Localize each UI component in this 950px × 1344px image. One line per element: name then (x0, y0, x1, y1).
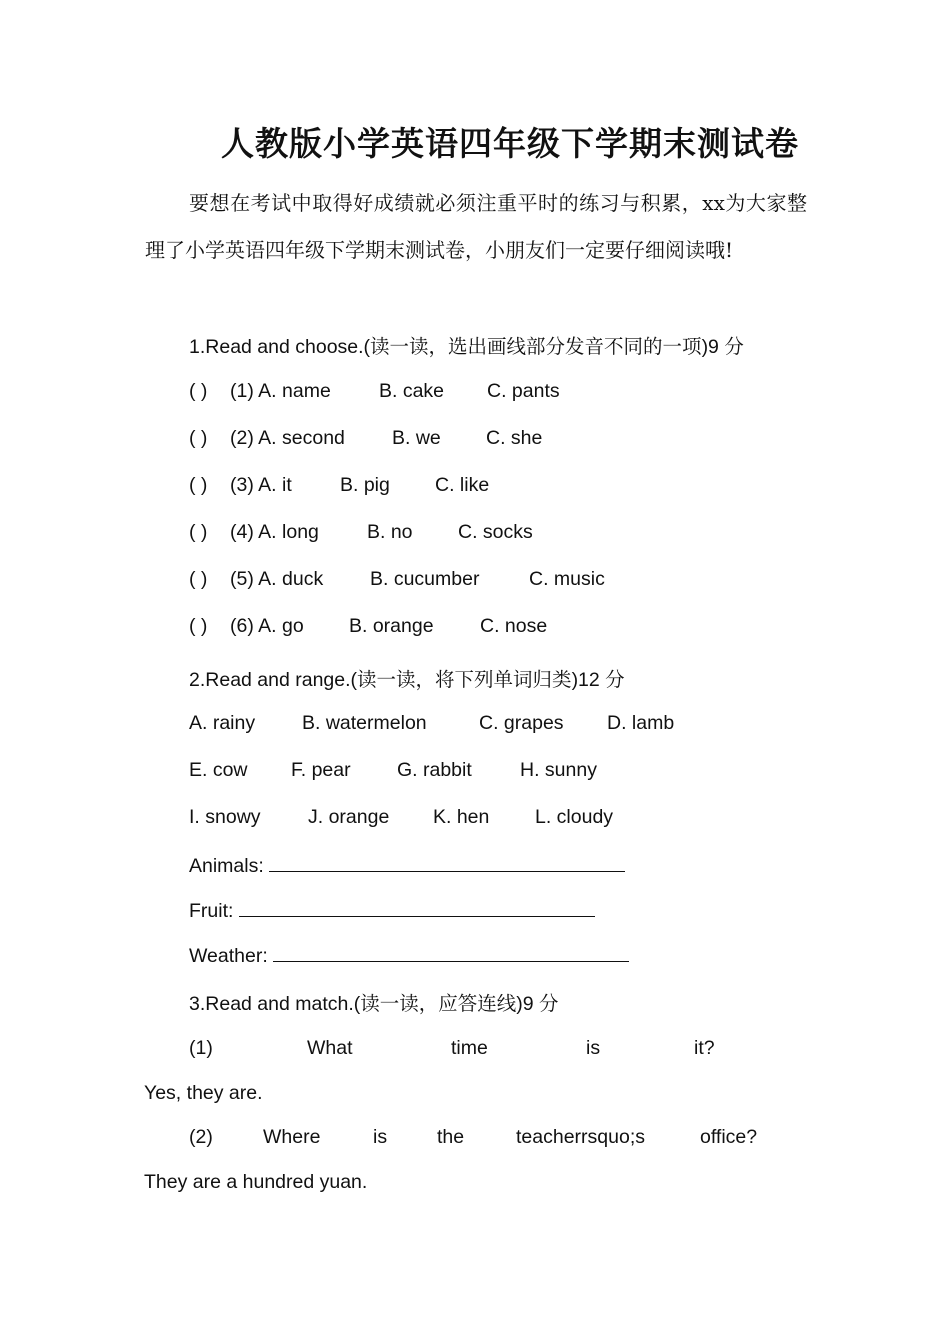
section2-heading-en: 2.Read and range.( (189, 669, 358, 691)
animals-blank[interactable] (269, 853, 625, 872)
section3-heading (189, 988, 559, 1016)
answer-paren[interactable]: ( ) (189, 615, 208, 637)
match-q2-word: (2) (189, 1126, 213, 1148)
option-c: C. pants (487, 380, 560, 402)
option-a: (2) A. second (230, 427, 345, 449)
match-a2: They are a hundred yuan. (144, 1171, 368, 1193)
intro-paragraph: 要想在考试中取得好成绩就必须注重平时的练习与积累，xx为大家整理了小学英语四年级下学期末测试卷，小朋友们一定要仔细阅读哦! (145, 191, 807, 262)
option-c: C. music (529, 568, 605, 590)
option-b: B. we (392, 427, 441, 449)
weather-blank[interactable] (273, 943, 629, 962)
word-option: G. rabbit (397, 759, 472, 781)
page-title: 人教版小学英语四年级下学期末测试卷 (221, 124, 799, 163)
section3-heading-tail: )9 分 (516, 993, 559, 1015)
match-q1-word: is (586, 1037, 601, 1059)
word-option: E. cow (189, 759, 248, 781)
answer-paren[interactable]: ( ) (189, 474, 208, 496)
option-b: B. pig (340, 474, 390, 496)
option-a: (3) A. it (230, 474, 292, 496)
word-option: L. cloudy (535, 806, 614, 828)
match-q2-word: office? (700, 1126, 758, 1148)
section3-heading-en: 3.Read and match.( (189, 993, 361, 1015)
option-b: B. no (367, 521, 413, 543)
word-option: K. hen (433, 806, 490, 828)
section1-heading-en: 1.Read and choose.( (189, 336, 371, 358)
answer-paren[interactable]: ( ) (189, 380, 208, 402)
word-option: F. pear (291, 759, 351, 781)
option-b: B. cucumber (370, 568, 480, 590)
section1-heading-tail: )9 分 (701, 336, 744, 358)
option-c: C. she (486, 427, 543, 449)
match-q2-word: teacherrsquo;s (516, 1126, 645, 1148)
section3-heading-cn: 读一读，应答连线 (360, 992, 517, 1015)
match-q1-word: What (307, 1037, 353, 1059)
section1-heading (189, 331, 744, 359)
option-b: B. orange (349, 615, 434, 637)
section1-heading-cn: 读一读，选出画线部分发音不同的一项 (370, 335, 702, 358)
option-c: C. like (435, 474, 490, 496)
word-option: J. orange (308, 806, 390, 828)
fruit-label: Fruit: (189, 900, 239, 922)
fruit-answer-line (189, 898, 595, 923)
word-option: D. lamb (607, 712, 675, 734)
section2-heading-cn: 读一读，将下列单词归类 (357, 668, 572, 691)
fruit-blank[interactable] (239, 898, 595, 917)
section2-heading (189, 664, 625, 692)
animals-answer-line (189, 853, 625, 878)
match-q1-word: time (451, 1037, 488, 1059)
option-a: (4) A. long (230, 521, 319, 543)
word-option: I. snowy (189, 806, 261, 828)
option-a: (6) A. go (230, 615, 304, 637)
answer-paren[interactable]: ( ) (189, 568, 208, 590)
match-q1-word: (1) (189, 1037, 213, 1059)
match-q2-word: is (373, 1126, 388, 1148)
option-a: (1) A. name (230, 380, 331, 402)
weather-answer-line (189, 943, 629, 968)
word-option: B. watermelon (302, 712, 427, 734)
match-a1: Yes, they are. (144, 1082, 263, 1104)
option-a: (5) A. duck (230, 568, 324, 590)
match-q2-word: Where (263, 1126, 321, 1148)
answer-paren[interactable]: ( ) (189, 427, 208, 449)
section2-heading-tail: )12 分 (571, 669, 625, 691)
option-c: C. nose (480, 615, 548, 637)
animals-label: Animals: (189, 855, 270, 877)
option-c: C. socks (458, 521, 533, 543)
word-option: H. sunny (520, 759, 597, 781)
option-b: B. cake (379, 380, 445, 402)
answer-paren[interactable]: ( ) (189, 521, 208, 543)
match-q2-word: the (437, 1126, 465, 1148)
word-option: C. grapes (479, 712, 564, 734)
word-option: A. rainy (189, 712, 256, 734)
weather-label: Weather: (189, 945, 274, 967)
match-q1-word: it? (694, 1037, 715, 1059)
